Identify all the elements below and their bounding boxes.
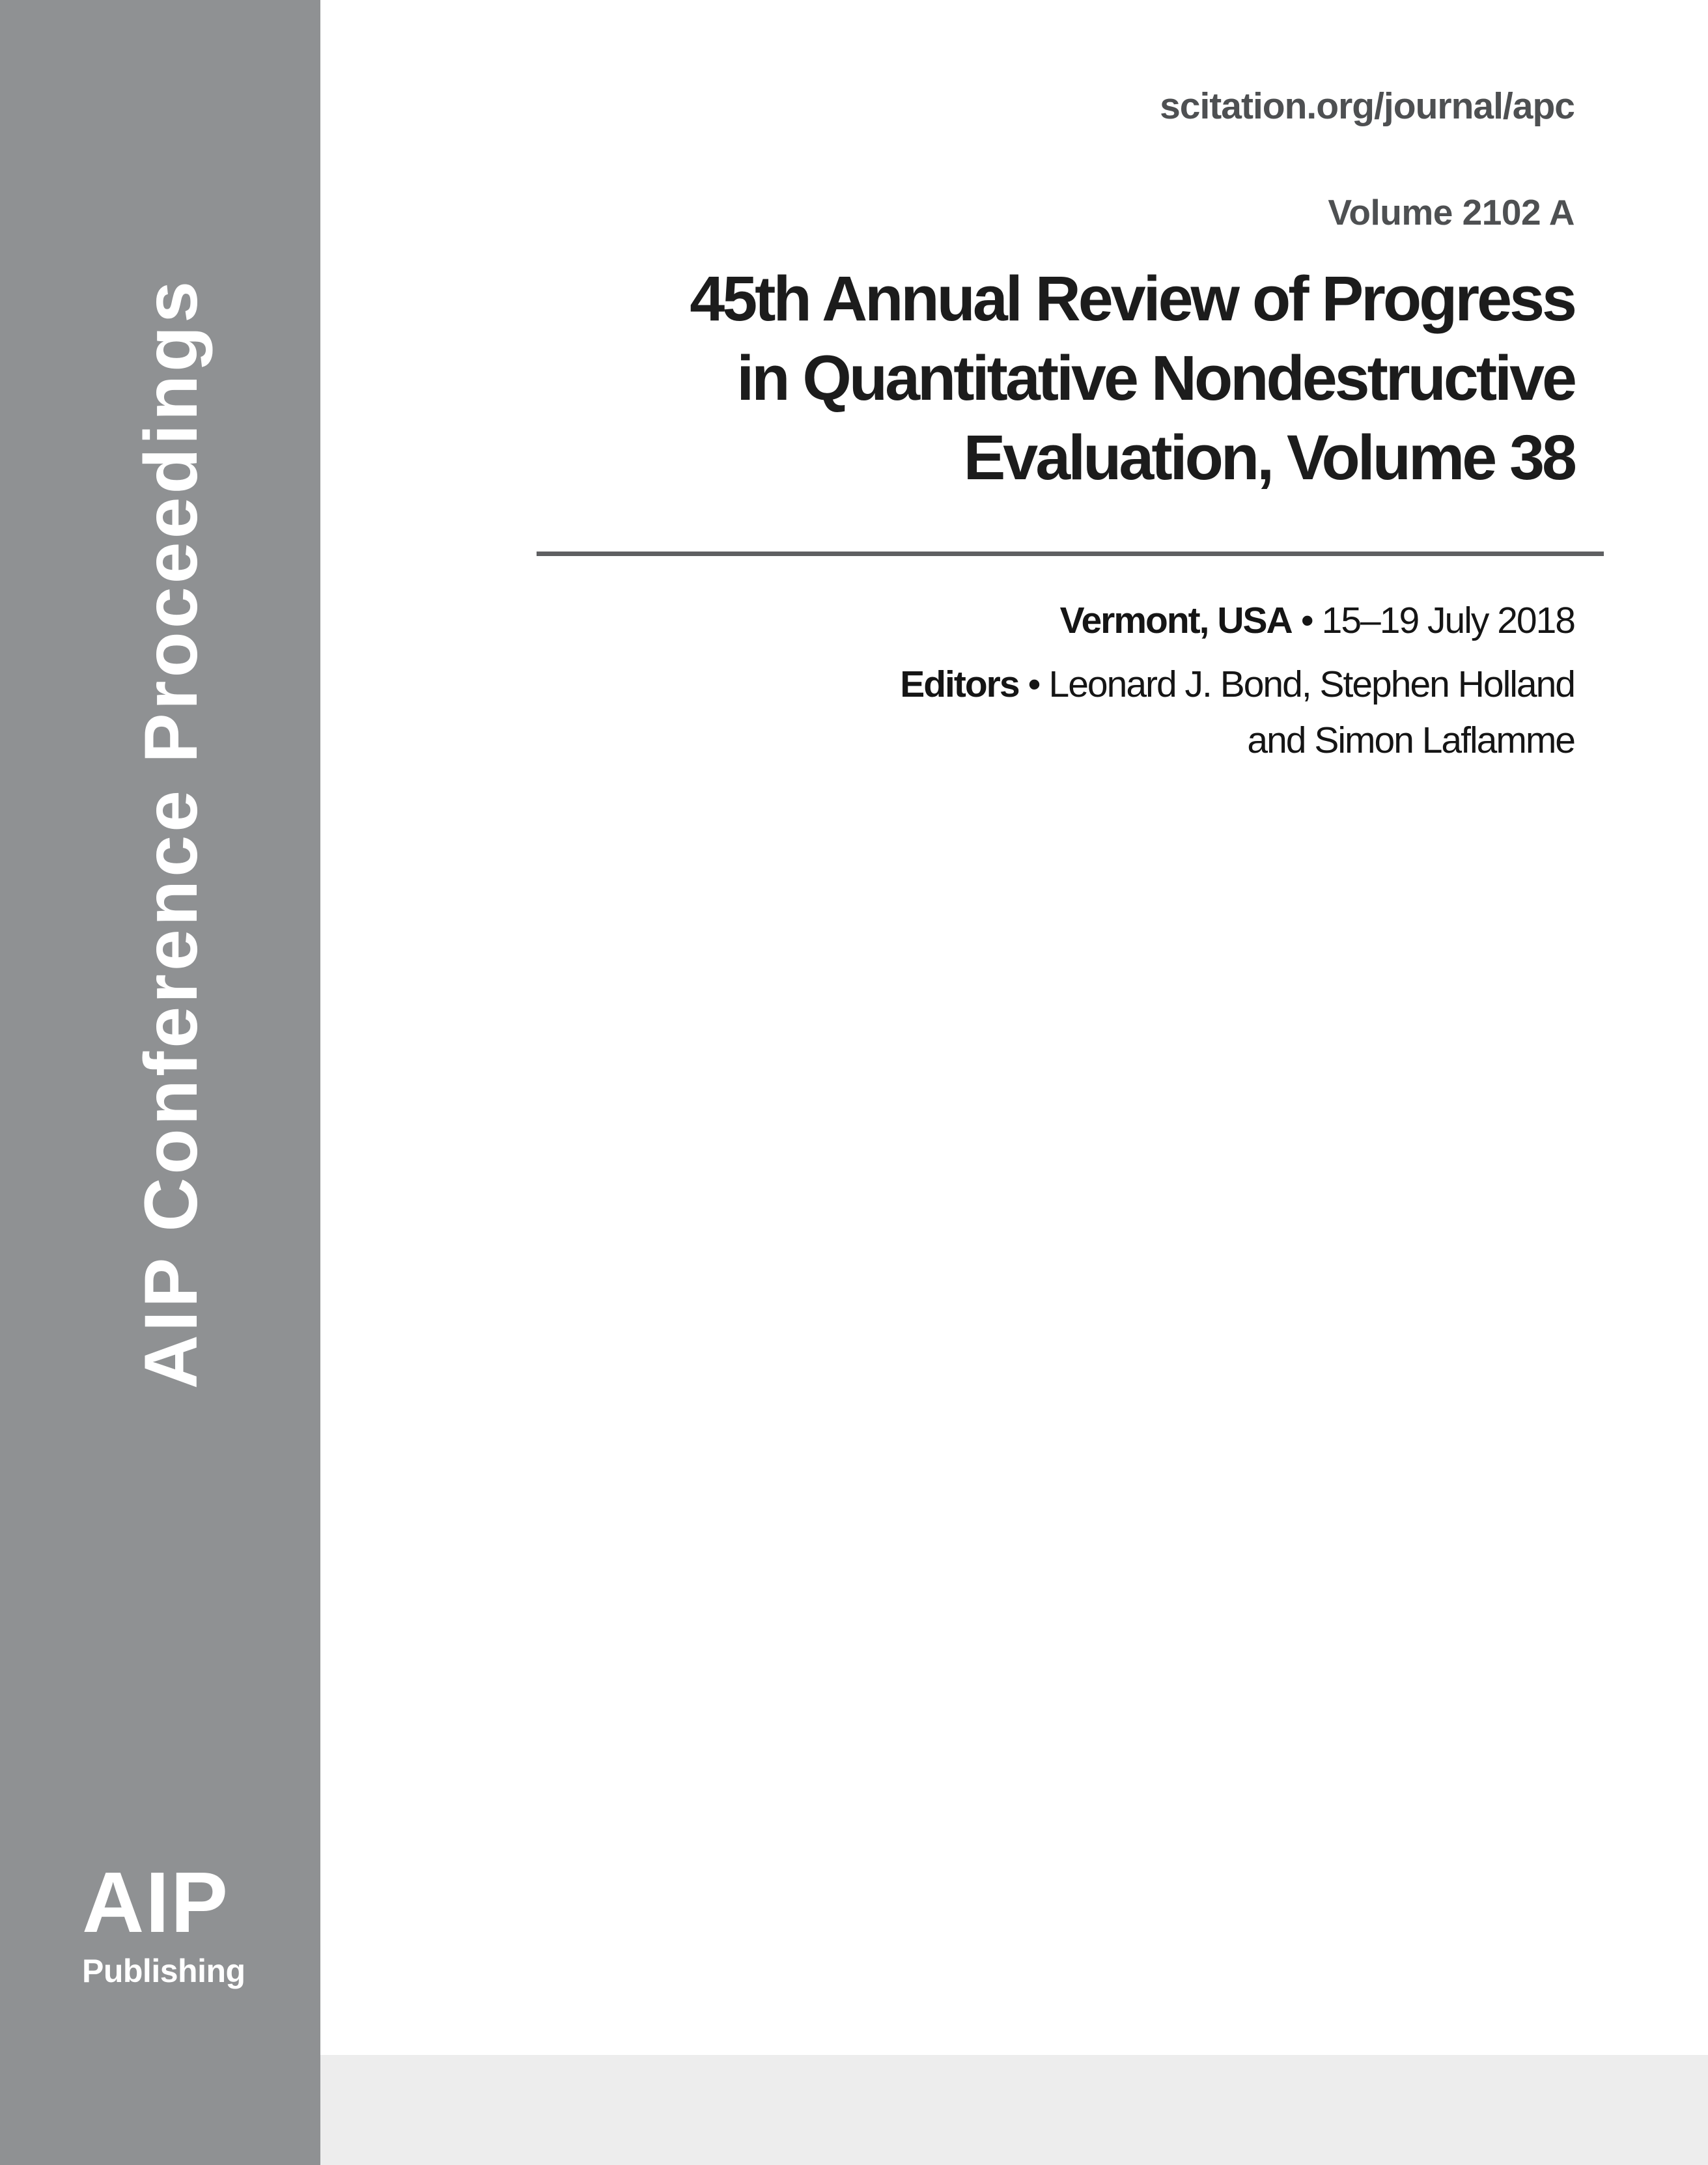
book-title-line-2: in Quantitative Nondestructive (736, 342, 1575, 413)
publisher-logo (82, 1854, 245, 1990)
divider-rule (537, 552, 1604, 556)
logo-aip-text: AIP (82, 1854, 230, 1950)
event-dates: 15–19 July 2018 (1321, 600, 1575, 641)
sidebar (0, 0, 320, 2165)
journal-url: scitation.org/journal/apc (1160, 85, 1575, 127)
editors-line-1 (900, 656, 1575, 712)
editors-label: Editors (900, 663, 1019, 705)
volume-label: Volume 2102 A (1328, 192, 1575, 232)
bullet-separator: • (1300, 600, 1313, 641)
logo-publishing-text: Publishing (82, 1953, 245, 1989)
event-line (1060, 599, 1575, 642)
book-title-line-3: Evaluation, Volume 38 (963, 422, 1575, 493)
book-title (690, 259, 1575, 497)
editors-names-line2: and Simon Laflamme (1247, 719, 1575, 761)
editors-names-line1: Leonard J. Bond, Stephen Holland (1048, 663, 1575, 705)
editors-block (900, 656, 1575, 768)
series-title-vertical: AIP Conference Proceedings (130, 277, 213, 1390)
book-title-line-1: 45th Annual Review of Progress (690, 263, 1575, 334)
bottom-strip (320, 2055, 1708, 2165)
event-location: Vermont, USA (1059, 600, 1292, 641)
bullet-separator: • (1028, 663, 1040, 705)
